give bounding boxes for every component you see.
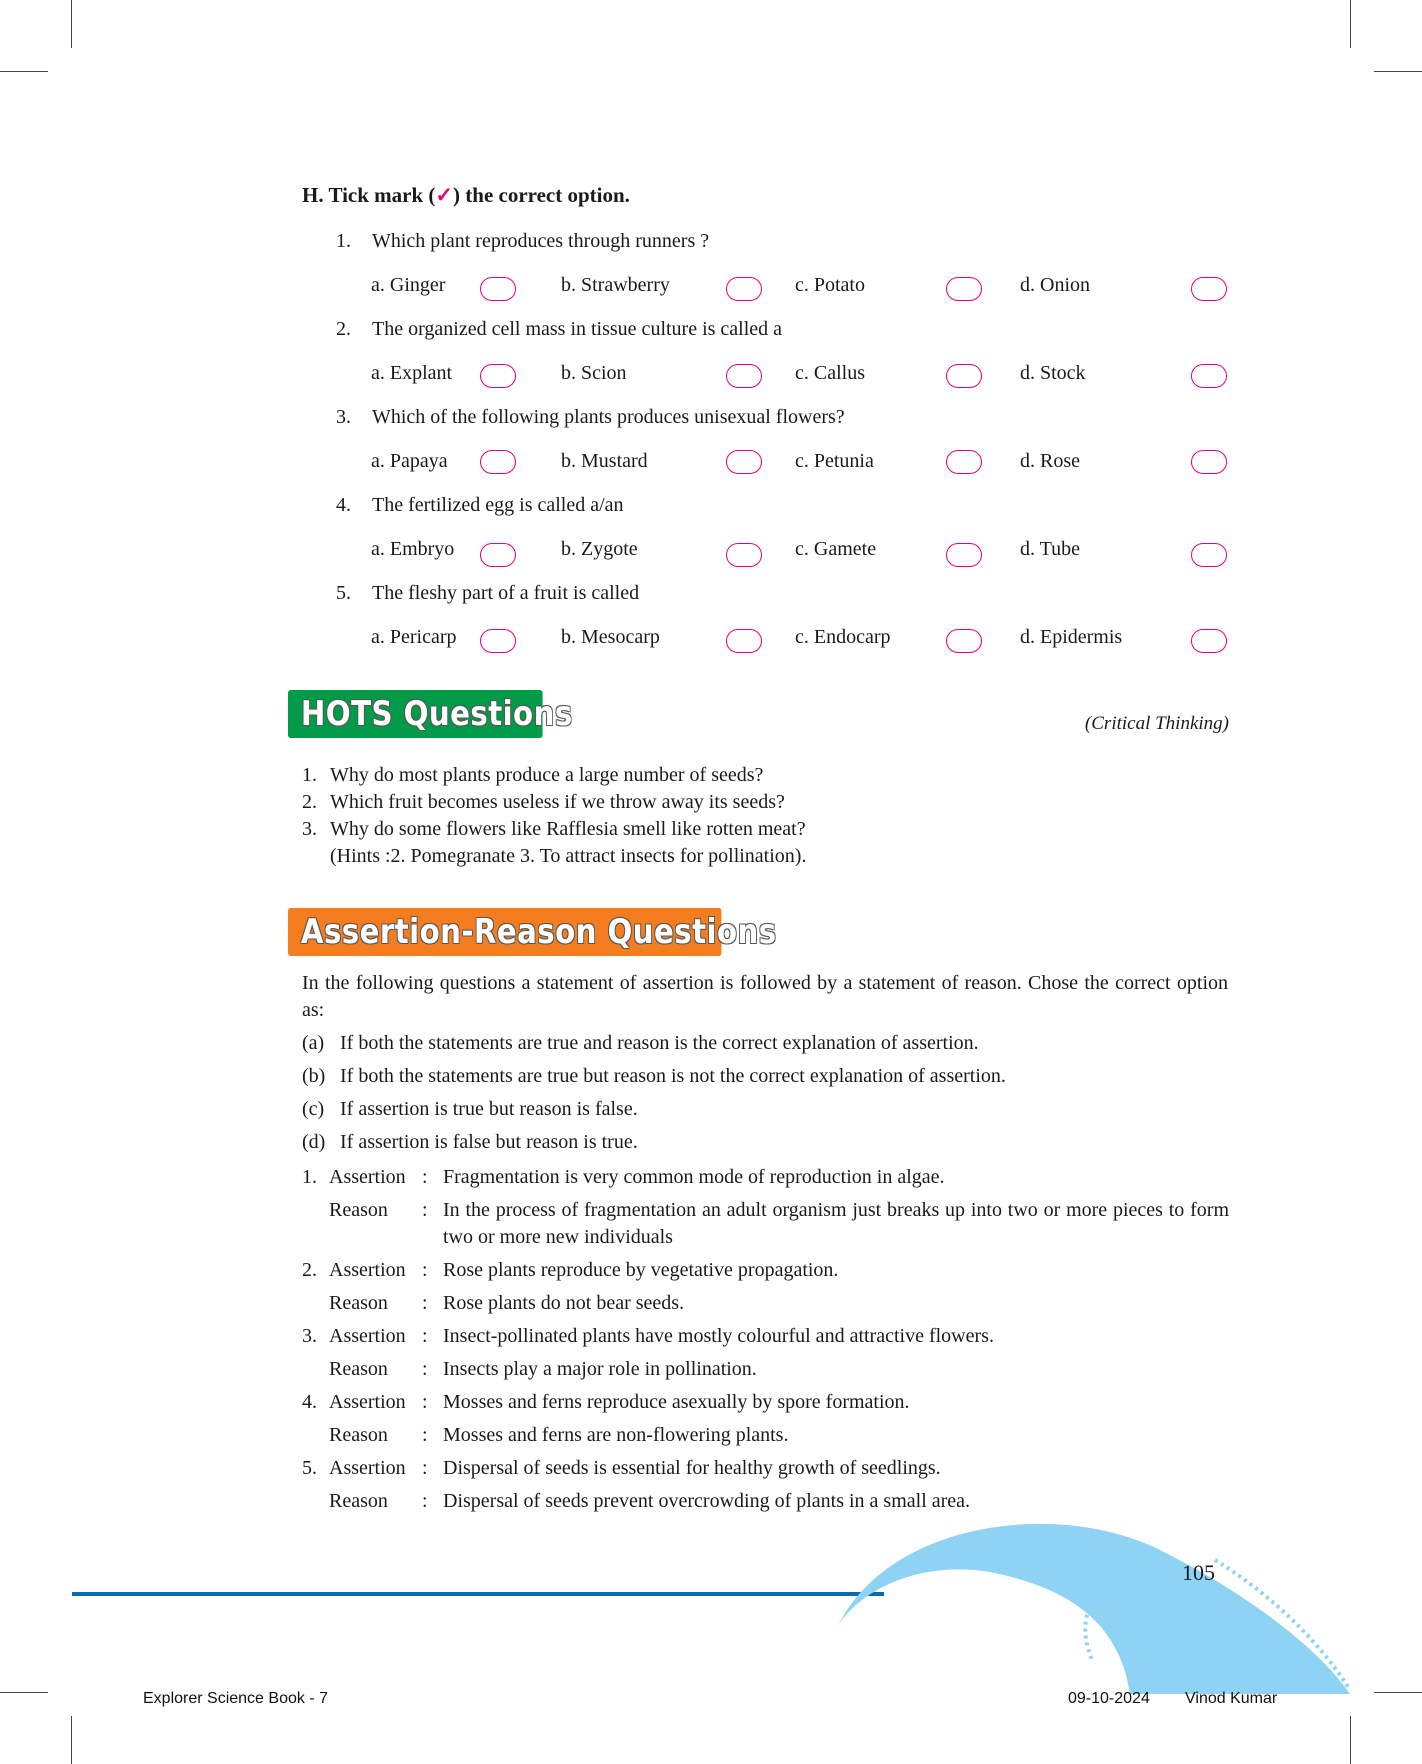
answer-checkbox[interactable]: [726, 277, 762, 301]
condition-item: [302, 1098, 638, 1121]
mcq-question: [336, 318, 782, 341]
assertion-reason-banner: Assertion-Reason Questions: [288, 908, 721, 956]
option-c: c. Callus: [795, 362, 865, 384]
option-c: c. Endocarp: [795, 626, 891, 648]
mcq-question: [336, 582, 639, 605]
crop-mark: [0, 71, 48, 72]
question-number: 2.: [302, 791, 317, 813]
section-h-title-start: Tick mark (: [328, 183, 436, 207]
colon: :: [422, 1490, 428, 1512]
answer-checkbox[interactable]: [1191, 450, 1227, 474]
condition-label: (d): [302, 1131, 326, 1153]
option-a: a. Papaya: [371, 450, 448, 472]
item-number: 4.: [302, 1391, 317, 1413]
question-text: The fleshy part of a fruit is called: [372, 582, 640, 604]
section-h-heading: [302, 183, 630, 208]
question-number: 2.: [336, 318, 351, 340]
crop-mark: [1374, 1692, 1422, 1693]
option-d: d. Epidermis: [1020, 626, 1123, 648]
option-d: d. Stock: [1020, 362, 1086, 384]
answer-checkbox[interactable]: [1191, 629, 1227, 653]
hots-question-list: [302, 762, 806, 870]
footer-rule: [72, 1592, 884, 1596]
answer-checkbox[interactable]: [726, 543, 762, 567]
question-text: Why do some flowers like Rafflesia smell like rotten meat?: [330, 818, 806, 840]
item-number: 5.: [302, 1457, 317, 1479]
colon: :: [422, 1292, 428, 1314]
answer-checkbox[interactable]: [480, 629, 516, 653]
section-h-label: H.: [302, 183, 324, 207]
answer-checkbox[interactable]: [480, 277, 516, 301]
answer-checkbox[interactable]: [480, 364, 516, 388]
assertion-reason-intro: In the following questions a statement of assertion is followed by a statement of reason. Chose the correct option as:: [302, 972, 1228, 1021]
condition-text: If both the statements are true but reason is not the correct explanation of assertion.: [340, 1065, 1006, 1087]
option-a: a. Ginger: [371, 274, 446, 296]
question-number: 5.: [336, 582, 351, 604]
mcq-question: [336, 494, 624, 517]
item-number: 1.: [302, 1166, 317, 1188]
condition-label: (b): [302, 1065, 326, 1087]
colon: :: [422, 1325, 428, 1347]
answer-checkbox[interactable]: [946, 277, 982, 301]
assertion-label: Assertion: [329, 1325, 406, 1347]
assertion-label: Assertion: [329, 1391, 406, 1413]
question-number: 3.: [336, 406, 351, 428]
option-a: a. Embryo: [371, 538, 455, 560]
item-number: 3.: [302, 1325, 317, 1347]
question-text: Which of the following plants produces unisexual flowers?: [372, 406, 845, 428]
assertion-text: Insect-pollinated plants have mostly colourful and attractive flowers.: [443, 1325, 994, 1347]
option-b: b. Scion: [561, 362, 627, 384]
crop-mark: [0, 1692, 48, 1693]
reason-text: Insects play a major role in pollination.: [443, 1358, 757, 1380]
option-c: c. Potato: [795, 274, 865, 296]
crop-mark: [71, 1716, 72, 1764]
condition-label: (c): [302, 1098, 325, 1120]
answer-checkbox[interactable]: [946, 543, 982, 567]
condition-item: [302, 1032, 979, 1055]
hots-banner: HOTS Questions: [288, 690, 543, 738]
assertion-text: Mosses and ferns reproduce asexually by spore formation.: [443, 1391, 910, 1413]
swoosh-decoration: [830, 1510, 1358, 1696]
option-b: b. Zygote: [561, 538, 638, 560]
hots-question: [302, 762, 806, 789]
assertion-label: Assertion: [329, 1166, 406, 1188]
page-number: 105: [1182, 1560, 1215, 1585]
crop-mark: [1350, 0, 1351, 48]
hots-hint: (Hints :2. Pomegranate 3. To attract insects for pollination).: [330, 845, 807, 867]
condition-text: If assertion is false but reason is true.: [340, 1131, 638, 1153]
mcq-question: [336, 230, 709, 253]
mcq-question: [336, 406, 845, 429]
answer-checkbox[interactable]: [480, 450, 516, 474]
option-c: c. Gamete: [795, 538, 877, 560]
condition-item: [302, 1065, 1006, 1088]
question-number: 1.: [302, 764, 317, 786]
question-number: 4.: [336, 494, 351, 516]
footer-author: Vinod Kumar: [1185, 1690, 1278, 1707]
option-b: b. Mesocarp: [561, 626, 660, 648]
assertion-text: Fragmentation is very common mode of reproduction in algae.: [443, 1166, 945, 1188]
answer-checkbox[interactable]: [480, 543, 516, 567]
reason-label: Reason: [329, 1490, 388, 1512]
condition-label: (a): [302, 1032, 325, 1054]
reason-label: Reason: [329, 1199, 388, 1221]
option-a: a. Explant: [371, 362, 453, 384]
section-h-title-end: ) the correct option.: [453, 183, 630, 207]
colon: :: [422, 1166, 428, 1188]
assertion-text: Rose plants reproduce by vegetative propagation.: [443, 1259, 839, 1281]
option-a: a. Pericarp: [371, 626, 457, 648]
question-number: 3.: [302, 818, 317, 840]
footer-book-title: Explorer Science Book - 7: [143, 1690, 328, 1707]
option-b: b. Strawberry: [561, 274, 670, 296]
option-d: d. Tube: [1020, 538, 1081, 560]
reason-text: Rose plants do not bear seeds.: [443, 1292, 685, 1314]
critical-thinking-label: (Critical Thinking): [1084, 713, 1229, 734]
colon: :: [422, 1199, 428, 1221]
reason-label: Reason: [329, 1292, 388, 1314]
answer-checkbox[interactable]: [946, 450, 982, 474]
item-number: 2.: [302, 1259, 317, 1281]
question-text: The organized cell mass in tissue culture is called a: [372, 318, 783, 340]
question-text: Which plant reproduces through runners ?: [372, 230, 710, 252]
condition-text: If both the statements are true and reason is the correct explanation of assertion.: [340, 1032, 979, 1054]
question-text: Why do most plants produce a large number of seeds?: [330, 764, 764, 786]
colon: :: [422, 1259, 428, 1281]
answer-checkbox[interactable]: [726, 629, 762, 653]
reason-label: Reason: [329, 1424, 388, 1446]
condition-item: [302, 1131, 638, 1154]
assertion-text: Dispersal of seeds is essential for healthy growth of seedlings.: [443, 1457, 941, 1479]
assertion-label: Assertion: [329, 1259, 406, 1281]
colon: :: [422, 1457, 428, 1479]
question-number: 1.: [336, 230, 351, 252]
answer-checkbox[interactable]: [946, 364, 982, 388]
crop-mark: [1350, 1716, 1351, 1764]
footer-date: 09-10-2024: [1068, 1690, 1150, 1707]
question-text: The fertilized egg is called a/an: [372, 494, 624, 516]
answer-checkbox[interactable]: [1191, 364, 1227, 388]
assertion-label: Assertion: [329, 1457, 406, 1479]
crop-mark: [71, 0, 72, 48]
hots-question: [302, 789, 806, 816]
option-c: c. Petunia: [795, 450, 874, 472]
answer-checkbox[interactable]: [946, 629, 982, 653]
colon: :: [422, 1358, 428, 1380]
condition-text: If assertion is true but reason is false.: [340, 1098, 638, 1120]
option-d: d. Rose: [1020, 450, 1080, 472]
hots-question: [302, 816, 806, 843]
crop-mark: [1374, 71, 1422, 72]
answer-checkbox[interactable]: [1191, 543, 1227, 567]
reason-text: Dispersal of seeds prevent overcrowding of plants in a small area.: [443, 1490, 971, 1512]
reason-text: In the process of fragmentation an adult organism just breaks up into two or more pieces to form two or more new individuals: [443, 1199, 1229, 1248]
colon: :: [422, 1424, 428, 1446]
answer-checkbox[interactable]: [726, 364, 762, 388]
reason-text: Mosses and ferns are non-flowering plants.: [443, 1424, 789, 1446]
option-b: b. Mustard: [561, 450, 648, 472]
answer-checkbox[interactable]: [1191, 277, 1227, 301]
question-text: Which fruit becomes useless if we throw away its seeds?: [330, 791, 785, 813]
option-d: d. Onion: [1020, 274, 1090, 296]
tick-icon: ✓: [435, 183, 454, 207]
answer-checkbox[interactable]: [726, 450, 762, 474]
colon: :: [422, 1391, 428, 1413]
reason-label: Reason: [329, 1358, 388, 1380]
